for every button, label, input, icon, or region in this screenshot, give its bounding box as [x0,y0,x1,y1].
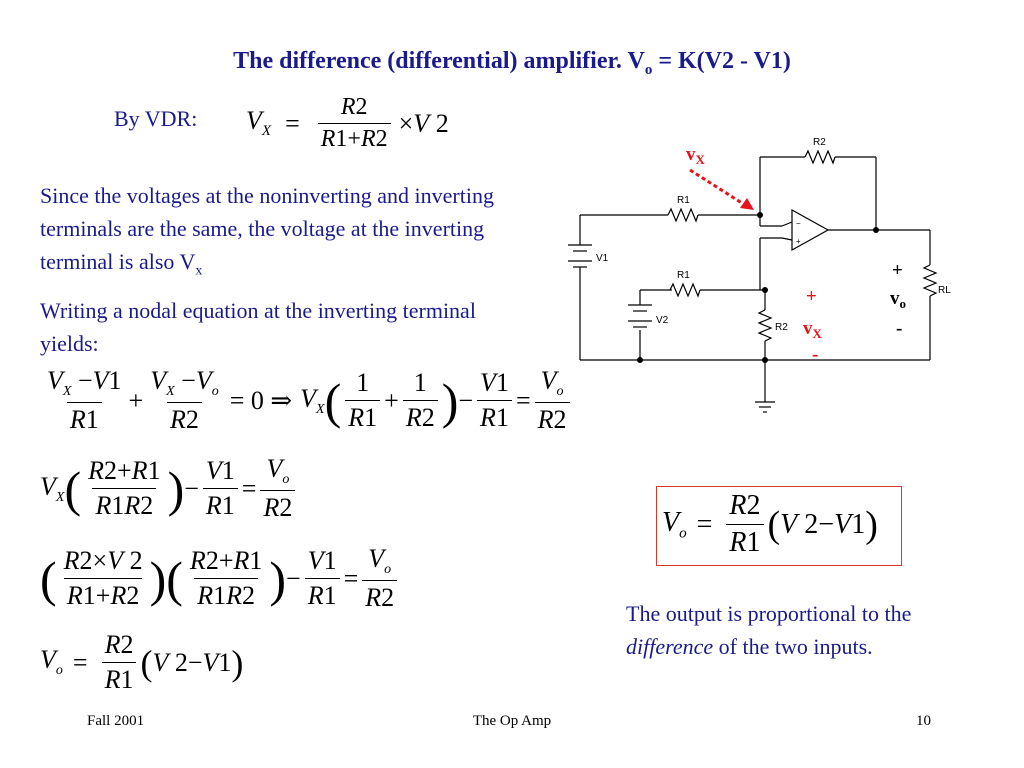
vdr-equation: $V_X$ = $\frac{R2}{R1+R2}$ ×V 2 [246,94,449,152]
label-v2: V2 [656,315,669,326]
footer-date: Fall 2001 [87,713,145,729]
paragraph-nodal-equation: Writing a nodal equation at the inverting terminal yields: [40,298,476,356]
label-vx-arrow: $v_X$ [686,144,705,167]
label-vo: $v_o$ [890,288,906,311]
boxed-result-equation: $V_o$ = $\frac{R2}{R1}$ ( V 2−V1 ) [662,490,878,558]
conclusion-text: The output is proportional to the difference of the two inputs. [626,601,912,659]
vdr-label: By VDR: [114,106,198,131]
label-vo-plus: + [892,260,903,281]
label-vo-minus: - [896,318,903,339]
equation-result: $V_o$ = $\frac{R2}{R1}$ ( V 2−V1 ) [40,630,244,694]
nodal-equation: $\frac{V_X -V1}{R1}$ + $\frac{V_X -V_o}{R2}$ = 0 ⇒ $V_X$ ( $\frac{1}{R1}$ + $\frac{1}{R2}$ ) − $\frac{V1}{R1}$ = $\frac{V_o}{R2}$ [40,366,574,435]
label-r2-top: R2 [813,137,826,148]
label-opamp-plus: + [796,237,801,246]
page-number: 10 [916,713,931,729]
equation-step-3: ( $\frac{R2\times V 2}{R1+R2}$ )( $\frac{R2+R1}{R1R2}$ ) − $\frac{V1}{R1}$ = $\frac{V_o}{R2}$ [40,544,401,613]
label-vx-minus: - [812,344,819,365]
label-r2-bottom: R2 [775,322,788,333]
slide-title: The difference (differential) amplifier. $V_o = K(V2 - V1)$ [233,48,791,78]
differential-amplifier-schematic [560,130,960,420]
label-rl: RL [938,285,951,296]
equation-step-2: $V_X$ ( $\frac{R2+R1}{R1R2}$ ) − $\frac{V1}{R1}$ = $\frac{V_o}{R2}$ [40,454,299,523]
footer-title: The Op Amp [472,713,552,729]
label-vx-node: $v_X$ [803,318,822,341]
label-r1-bottom: R1 [677,270,690,281]
paragraph-terminal-voltage: Since the voltages at the noninverting and inverting terminals are the same, the voltage at the inverting terminal is also $V_x$ [40,183,494,279]
label-opamp-minus: − [796,219,801,228]
label-r1-top: R1 [677,195,690,206]
label-vx-plus: + [806,286,817,307]
label-v1: V1 [596,253,609,264]
